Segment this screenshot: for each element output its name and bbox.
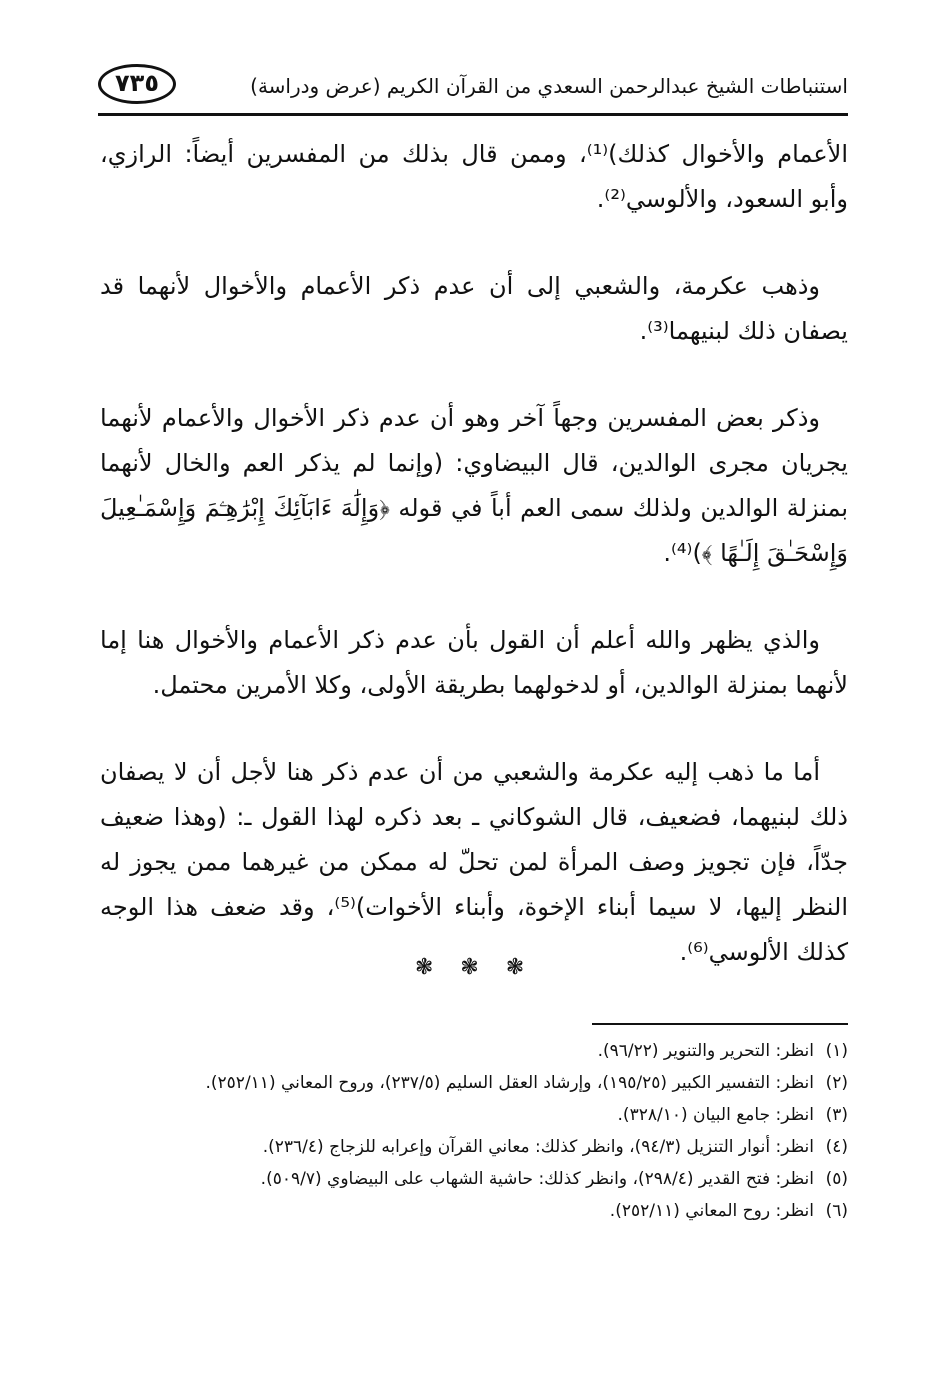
footnote-number: (٤) (825, 1137, 848, 1157)
footnote-number: (٣) (825, 1105, 848, 1125)
footnote-5 (96, 1164, 848, 1194)
paragraph-4: والذي يظهر والله أعلم أن القول بأن عدم ذكر الأعمام والأخوال هنا إما لأنهما بمنزلة الوالدين، أو لدخولهما بطريقة الأولى، وكلا الأمرين محتمل. (100, 626, 848, 699)
footnote-text: انظر: جامع البيان (٣٢٨/١٠). (617, 1105, 814, 1125)
footnote-4 (96, 1132, 848, 1162)
footnote-text: انظر: روح المعاني (٢٥٢/١١). (609, 1201, 814, 1221)
body-text (100, 132, 848, 1017)
footnote-text: انظر: التحرير والتنوير (٩٦/٢٢). (597, 1041, 814, 1061)
paragraph-5: أما ما ذهب إليه عكرمة والشعبي من أن عدم ذكر هنا لأجل أن لا يصفان ذلك لبنيهما، فضعيف، قال الشوكاني ـ بعد ذكره لهذا القول ـ: (وهذا ضعيف جدّاً، فإن تجويز وصف المرأة لمن تحلّ له ممكن من غيرهما ممن يجوز له النظر إليها، لا سيما أبناء الإخوة، وأبناء الأخوات)⁽⁵⁾، وقد ضعف هذا الوجه كذلك الألوسي⁽⁶⁾. (100, 758, 848, 966)
footnote-number: (٥) (825, 1169, 848, 1189)
footnote-number: (١) (825, 1041, 848, 1061)
footnote-rule (592, 1023, 848, 1025)
footnote-6 (96, 1196, 848, 1226)
footnote-3 (96, 1100, 848, 1130)
footnote-text: انظر: أنوار التنزيل (٩٤/٣)، وانظر كذلك: معاني القرآن وإعرابه للزجاج (٢٣٦/٤). (262, 1137, 814, 1157)
footnote-number: (٢) (825, 1073, 848, 1093)
paragraph-2: وذهب عكرمة، والشعبي إلى أن عدم ذكر الأعمام والأخوال لأنهما قد يصفان ذلك لبنيهما⁽³⁾. (100, 272, 848, 345)
footnote-2 (96, 1068, 848, 1098)
header-title: استنباطات الشيخ عبدالرحمن السعدي من القرآن الكريم (عرض ودراسة) (250, 74, 848, 98)
paragraph-3: وذكر بعض المفسرين وجهاً آخر وهو أن عدم ذكر الأخوال والأعمام لأنهما يجريان مجرى الوالدين، قال البيضاوي: (وإنما لم يذكر العم والخال لأنهما بمنزلة الوالدين ولذلك سمى العم أباً في قوله ﴿وَإِلَٰهَ ءَابَآئِكَ إِبْرَٰهِـۧمَ وَإِسْمَـٰعِيلَ وَإِسْحَـٰقَ إِلَـٰهًا ﴾)⁽⁴⁾. (100, 404, 848, 567)
paragraph-1: الأعمام والأخوال كذلك)⁽¹⁾، وممن قال بذلك من المفسرين أيضاً: الرازي، وأبو السعود، والألوسي⁽²⁾. (100, 140, 848, 213)
footnotes (96, 1036, 848, 1228)
footnote-number: (٦) (825, 1201, 848, 1221)
running-header (98, 60, 848, 110)
page-number: ٧٣٥ (98, 64, 176, 104)
footnote-text: انظر: التفسير الكبير (١٩٥/٢٥)، وإرشاد العقل السليم (٢٣٧/٥)، وروح المعاني (٢٥٢/١١). (205, 1073, 814, 1093)
footnote-text: انظر: فتح القدير (٢٩٨/٤)، وانظر كذلك: حاشية الشهاب على البيضاوي (٥٠٩/٧). (260, 1169, 814, 1189)
footnote-1 (96, 1036, 848, 1066)
header-rule (98, 113, 848, 116)
section-ornament: ❃ ❃ ❃ (414, 955, 535, 980)
